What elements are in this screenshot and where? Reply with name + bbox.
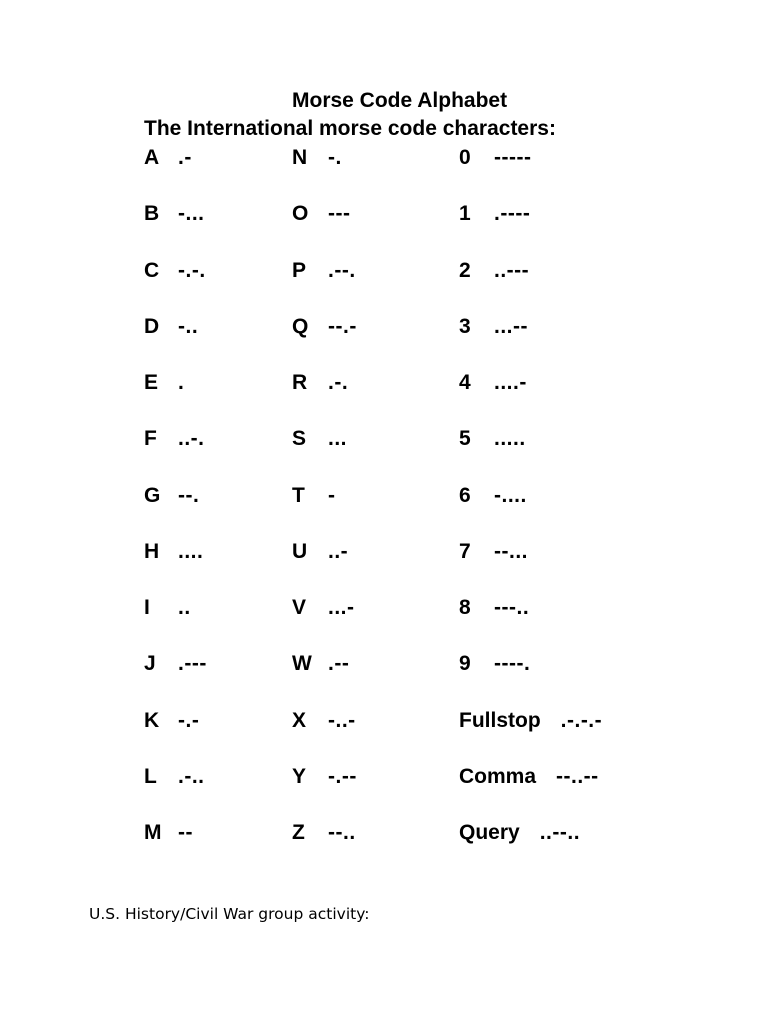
morse-code: ..-: [328, 539, 349, 563]
morse-code: --.-: [328, 314, 357, 338]
morse-code: .----: [494, 202, 531, 226]
morse-code: .-: [178, 146, 192, 169]
morse-symbol: Z: [292, 821, 305, 844]
morse-symbol: Q: [292, 314, 309, 338]
morse-symbol: 2: [459, 258, 471, 282]
morse-entry: [459, 258, 602, 314]
morse-code: .--.: [328, 258, 356, 282]
morse-symbol: J: [144, 652, 156, 676]
morse-entry: [144, 483, 207, 539]
morse-symbol: O: [292, 202, 309, 226]
morse-entry: [292, 145, 357, 201]
morse-symbol: 7: [459, 539, 471, 563]
morse-entry: [459, 201, 602, 257]
morse-symbol: 1: [459, 202, 471, 226]
morse-symbol: F: [144, 427, 157, 451]
morse-symbol: H: [144, 539, 160, 563]
activity-caption: U.S. History/Civil War group activity:: [89, 905, 370, 923]
morse-code: .: [178, 371, 185, 394]
morse-code: -.-: [178, 708, 200, 732]
morse-entry: [144, 426, 207, 482]
morse-entry: [144, 201, 207, 257]
morse-code: ...--: [494, 314, 528, 338]
morse-entry: [459, 595, 602, 651]
morse-code: .--: [328, 652, 350, 676]
morse-entry: [459, 539, 602, 595]
morse-symbol: K: [144, 708, 160, 732]
morse-symbol: 6: [459, 483, 471, 507]
morse-symbol: 4: [459, 371, 471, 394]
letters-n-z-column: [292, 145, 357, 876]
morse-code: -...: [178, 202, 205, 226]
morse-entry: [292, 595, 357, 651]
morse-code: ...: [328, 427, 348, 451]
morse-code: ---..: [494, 596, 530, 619]
morse-entry: [459, 370, 602, 426]
morse-symbol: E: [144, 371, 159, 394]
morse-entry: [459, 426, 602, 482]
morse-symbol: B: [144, 202, 160, 226]
morse-code: ..---: [494, 258, 530, 282]
morse-symbol: T: [292, 483, 305, 507]
morse-code: ..--..: [539, 821, 581, 844]
morse-symbol: Comma: [459, 764, 537, 788]
morse-entry: [144, 258, 207, 314]
morse-code: --..--: [556, 764, 599, 788]
morse-symbol: C: [144, 258, 160, 282]
morse-code: -.-.: [178, 258, 206, 282]
morse-symbol: 9: [459, 652, 471, 676]
chart-subtitle: The International morse code characters:: [144, 117, 556, 140]
morse-code: --.: [178, 483, 200, 507]
morse-code: .....: [494, 427, 526, 451]
morse-symbol: G: [144, 483, 161, 507]
morse-entry: [144, 708, 207, 764]
morse-code: -: [328, 483, 336, 507]
morse-code: ....-: [494, 371, 527, 394]
morse-entry: [144, 314, 207, 370]
morse-symbol: P: [292, 258, 307, 282]
morse-code: --..: [328, 821, 356, 844]
morse-code: --: [178, 821, 193, 844]
morse-code: ..: [178, 596, 191, 619]
morse-code: .-..: [178, 764, 205, 788]
morse-entry: [459, 483, 602, 539]
morse-entry: [144, 651, 207, 707]
morse-entry: [144, 145, 207, 201]
morse-symbol: X: [292, 708, 307, 732]
morse-symbol: V: [292, 596, 307, 619]
morse-symbol: 3: [459, 314, 471, 338]
morse-code: --...: [494, 539, 528, 563]
morse-symbol: 0: [459, 146, 471, 169]
morse-entry: [292, 258, 357, 314]
morse-symbol: I: [144, 596, 150, 619]
morse-code: ..-.: [178, 427, 205, 451]
morse-entry: [144, 539, 207, 595]
morse-entry: [292, 483, 357, 539]
morse-code: -----: [494, 146, 532, 169]
morse-entry: [144, 595, 207, 651]
morse-entry: [292, 708, 357, 764]
morse-entry: [292, 539, 357, 595]
morse-symbol: S: [292, 427, 307, 451]
morse-entry: [459, 651, 602, 707]
morse-code: .---: [178, 652, 207, 676]
morse-symbol: A: [144, 146, 160, 169]
morse-symbol: R: [292, 371, 308, 394]
morse-symbol: D: [144, 314, 160, 338]
morse-entry: [292, 764, 357, 820]
morse-entry: [292, 314, 357, 370]
morse-entry: [459, 764, 602, 820]
morse-code: ----.: [494, 652, 531, 676]
morse-symbol: M: [144, 821, 162, 844]
morse-code: ....: [178, 539, 204, 563]
morse-code: ---: [328, 202, 351, 226]
morse-symbol: 5: [459, 427, 471, 451]
morse-code: -..: [178, 314, 199, 338]
morse-symbol: L: [144, 764, 157, 788]
morse-symbol: Query: [459, 821, 520, 844]
morse-symbol: Y: [292, 764, 307, 788]
morse-entry: [144, 820, 207, 876]
morse-entry: [144, 370, 207, 426]
chart-title: Morse Code Alphabet: [292, 89, 508, 112]
morse-entry: [292, 820, 357, 876]
morse-entry: [292, 370, 357, 426]
morse-symbol: Fullstop: [459, 708, 541, 732]
numbers-punctuation-column: [459, 145, 602, 876]
morse-entry: [292, 651, 357, 707]
morse-entry: [292, 201, 357, 257]
morse-symbol: U: [292, 539, 308, 563]
morse-entry: [292, 426, 357, 482]
morse-code: -.: [328, 146, 342, 169]
morse-code: -..-: [328, 708, 356, 732]
letters-a-m-column: [144, 145, 207, 876]
morse-code: ...-: [328, 596, 355, 619]
morse-entry: [459, 145, 602, 201]
morse-symbol: 8: [459, 596, 471, 619]
morse-code: .-.-.-: [560, 708, 603, 732]
morse-entry: [459, 708, 602, 764]
morse-entry: [459, 314, 602, 370]
morse-symbol: N: [292, 146, 308, 169]
morse-entry: [459, 820, 602, 876]
morse-symbol: W: [292, 652, 312, 676]
morse-code: -....: [494, 483, 527, 507]
morse-code: .-.: [328, 371, 349, 394]
morse-entry: [144, 764, 207, 820]
morse-code: -.--: [328, 764, 357, 788]
